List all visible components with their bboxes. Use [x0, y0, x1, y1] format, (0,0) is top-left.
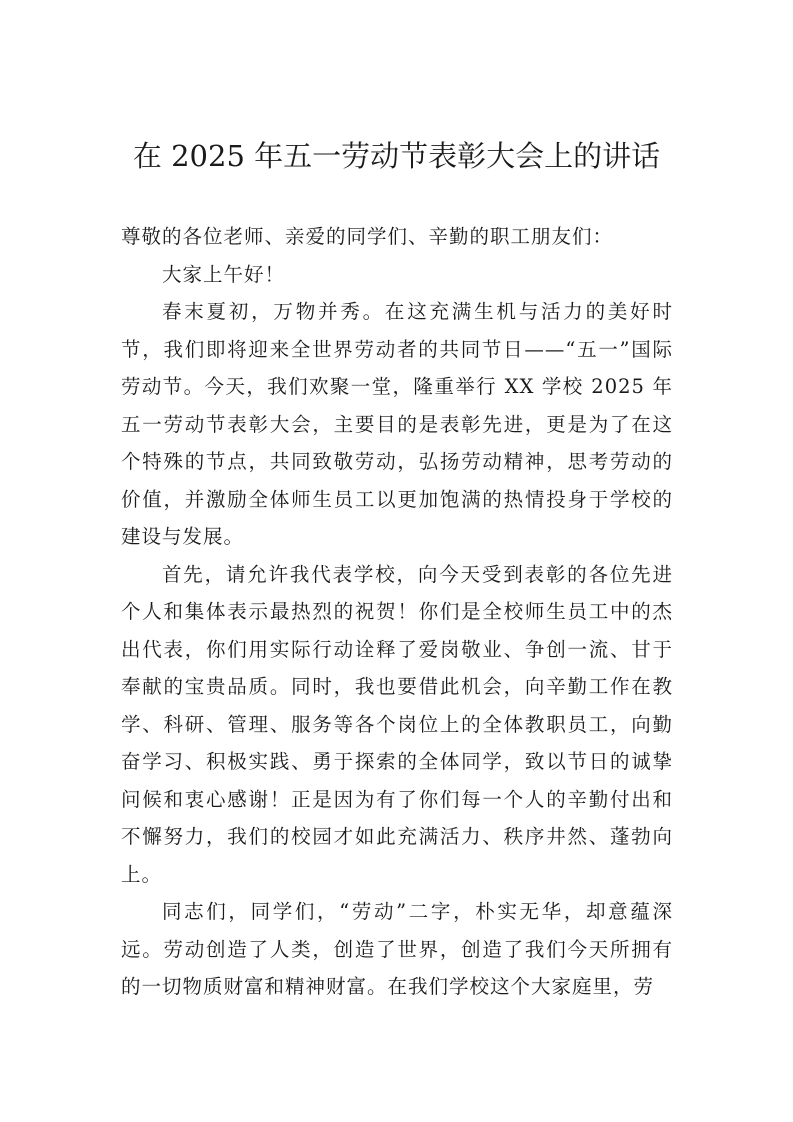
- salutation: 尊敬的各位老师、亲爱的同学们、辛勤的职工朋友们：: [121, 225, 614, 248]
- paragraph-labor-meaning: 同志们，同学们，“劳动”二字，朴实无华，却意蕴深远。劳动创造了人类，创造了世界，创造了我们今天所拥有的一切物质财富和精神财富。在我们学校这个大家庭里，劳: [121, 900, 673, 998]
- paragraph-congratulations: 首先，请允许我代表学校，向今天受到表彰的各位先进个人和集体表示最热烈的祝贺！你们是全校师生员工中的杰出代表，你们用实际行动诠释了爱岗敬业、争创一流、甘于奉献的宝贵品质。同时，我也要借此机会，向辛勤工作在教学、科研、管理、服务等各个岗位上的全体教职员工，向勤奋学习、积极实践、勇于探索的全体同学，致以节日的诚挚问候和衷心感谢！正是因为有了你们每一个人的辛勤付出和不懈努力，我们的校园才如此充满活力、秩序井然、蓬勃向上。: [121, 562, 673, 886]
- paragraph-intro: 春末夏初，万物并秀。在这充满生机与活力的美好时节，我们即将迎来全世界劳动者的共同节日——“五一”国际劳动节。今天，我们欢聚一堂，隆重举行 XX 学校 2025 年五一劳动节表彰大会，主要目的是表彰先进，更是为了在这个特殊的节点，共同致敬劳动，弘扬劳动精神，思考劳动的价值，并激励全体师生员工以更加饱满的热情投身于学校的建设与发展。: [121, 300, 673, 548]
- document-body: [121, 218, 673, 1006]
- document-title: 在 2025 年五一劳动节表彰大会上的讲话: [132, 139, 661, 173]
- paragraph-greeting: 大家上午好！: [161, 262, 285, 286]
